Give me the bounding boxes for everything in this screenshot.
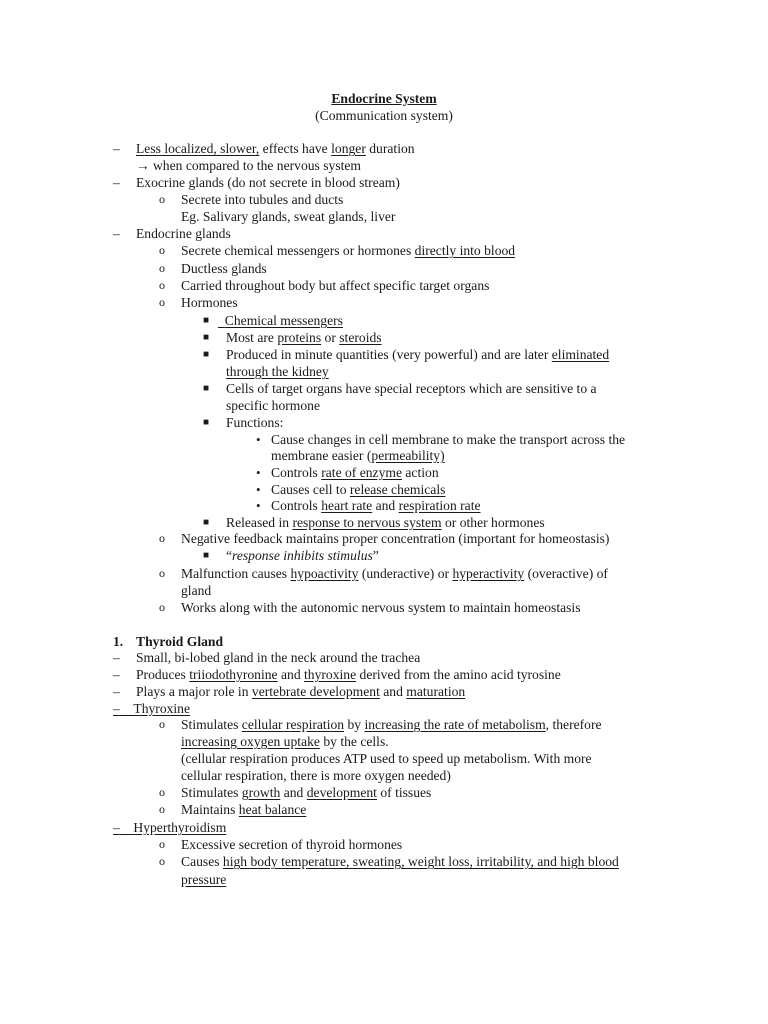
list-item: Works along with the autonomic nervous system to maintain homeostasis xyxy=(181,600,581,615)
page-subtitle: (Communication system) xyxy=(315,108,453,123)
list-item: increasing oxygen uptake by the cells. xyxy=(181,734,389,749)
circle-bullet: o xyxy=(159,278,165,292)
list-item: Eg. Salivary glands, sweat glands, liver xyxy=(181,209,396,224)
dash-bullet: – xyxy=(113,684,120,699)
circle-bullet: o xyxy=(159,802,165,816)
square-bullet: ■ xyxy=(203,417,210,428)
list-item: gland xyxy=(181,583,212,598)
list-item: (cellular respiration produces ATP used to speed up metabolism. With more xyxy=(181,751,592,766)
list-item: Carried throughout body but affect specific target organs xyxy=(181,278,490,293)
dot-bullet: • xyxy=(256,465,261,480)
list-item: cellular respiration, there is more oxygen needed) xyxy=(181,768,451,783)
dash-bullet: – xyxy=(113,141,120,156)
list-item: Produces triiodothyronine and thyroxine derived from the amino acid tyrosine xyxy=(136,667,561,682)
list-item: Released in response to nervous system or other hormones xyxy=(226,515,545,530)
circle-bullet: o xyxy=(159,243,165,257)
dash-bullet: – xyxy=(113,820,120,835)
square-bullet: ■ xyxy=(203,332,210,343)
list-item: Cause changes in cell membrane to make the transport across the xyxy=(271,432,626,447)
circle-bullet: o xyxy=(159,566,165,580)
circle-bullet: o xyxy=(159,261,165,275)
circle-bullet: o xyxy=(159,531,165,545)
list-item: Endocrine glands xyxy=(136,226,231,241)
square-bullet: ■ xyxy=(203,517,210,528)
list-item: Controls heart rate and respiration rate xyxy=(271,498,481,513)
list-item: Malfunction causes hypoactivity (underactive) or hyperactivity (overactive) of xyxy=(181,566,608,581)
circle-bullet: o xyxy=(159,837,165,851)
circle-bullet: o xyxy=(159,785,165,799)
list-item: membrane easier (permeability) xyxy=(271,448,445,463)
section-heading: Thyroid Gland xyxy=(136,634,224,649)
list-item: – Hyperthyroidism xyxy=(113,820,227,835)
list-item: Less localized, slower, effects have longer duration xyxy=(136,141,415,156)
circle-bullet: o xyxy=(159,717,165,731)
list-item: pressure xyxy=(181,872,227,887)
dot-bullet: • xyxy=(256,432,261,447)
list-item: Ductless glands xyxy=(181,261,267,276)
circle-bullet: o xyxy=(159,192,165,206)
dash-bullet: – xyxy=(113,667,120,682)
square-bullet: ■ xyxy=(203,383,210,394)
dot-bullet: • xyxy=(256,498,261,513)
list-item: Functions: xyxy=(226,415,284,430)
page-title: Endocrine System xyxy=(331,91,437,106)
list-item: Chemical messengers xyxy=(224,313,343,328)
list-item: Excessive secretion of thyroid hormones xyxy=(181,837,403,852)
dash-bullet: – xyxy=(113,701,120,716)
list-item: Causes cell to release chemicals xyxy=(271,482,446,497)
list-item: Most are proteins or steroids xyxy=(226,330,382,345)
square-bullet: ■ xyxy=(203,315,210,326)
list-item: Hormones xyxy=(181,295,238,310)
list-item: Controls rate of enzyme action xyxy=(271,465,439,480)
circle-bullet: o xyxy=(159,295,165,309)
list-item: through the kidney xyxy=(226,364,329,379)
list-item: Small, bi-lobed gland in the neck around the trachea xyxy=(136,650,421,665)
dot-bullet: • xyxy=(256,482,261,497)
square-bullet: ■ xyxy=(203,349,210,360)
list-item: Exocrine glands (do not secrete in blood stream) xyxy=(136,175,400,190)
arrow-icon: → xyxy=(136,158,150,173)
square-bullet: ■ xyxy=(203,550,210,561)
dash-bullet: – xyxy=(113,226,120,241)
list-item: Stimulates growth and development of tissues xyxy=(181,785,432,800)
list-item: Causes high body temperature, sweating, weight loss, irritability, and high blood xyxy=(181,854,619,869)
circle-bullet: o xyxy=(159,854,165,868)
list-item: Secrete chemical messengers or hormones directly into blood xyxy=(181,243,516,258)
list-item: Cells of target organs have special receptors which are sensitive to a xyxy=(226,381,597,396)
circle-bullet: o xyxy=(159,600,165,614)
dash-bullet: – xyxy=(113,175,120,190)
list-item: Negative feedback maintains proper concentration (important for homeostasis) xyxy=(181,531,610,546)
list-item: “response inhibits stimulus” xyxy=(226,548,379,563)
list-item: Plays a major role in vertebrate development and maturation xyxy=(136,684,466,699)
list-item: Secrete into tubules and ducts xyxy=(181,192,344,207)
list-item: – Thyroxine xyxy=(113,701,191,716)
list-item: Maintains heat balance xyxy=(181,802,307,817)
list-item: Produced in minute quantities (very powerful) and are later eliminated xyxy=(226,347,610,362)
section-number: 1. xyxy=(113,634,124,649)
list-item: Stimulates cellular respiration by increasing the rate of metabolism, therefore xyxy=(181,717,602,732)
list-item: → when compared to the nervous system xyxy=(136,158,362,173)
list-item: specific hormone xyxy=(226,398,320,413)
dash-bullet: – xyxy=(113,650,120,665)
